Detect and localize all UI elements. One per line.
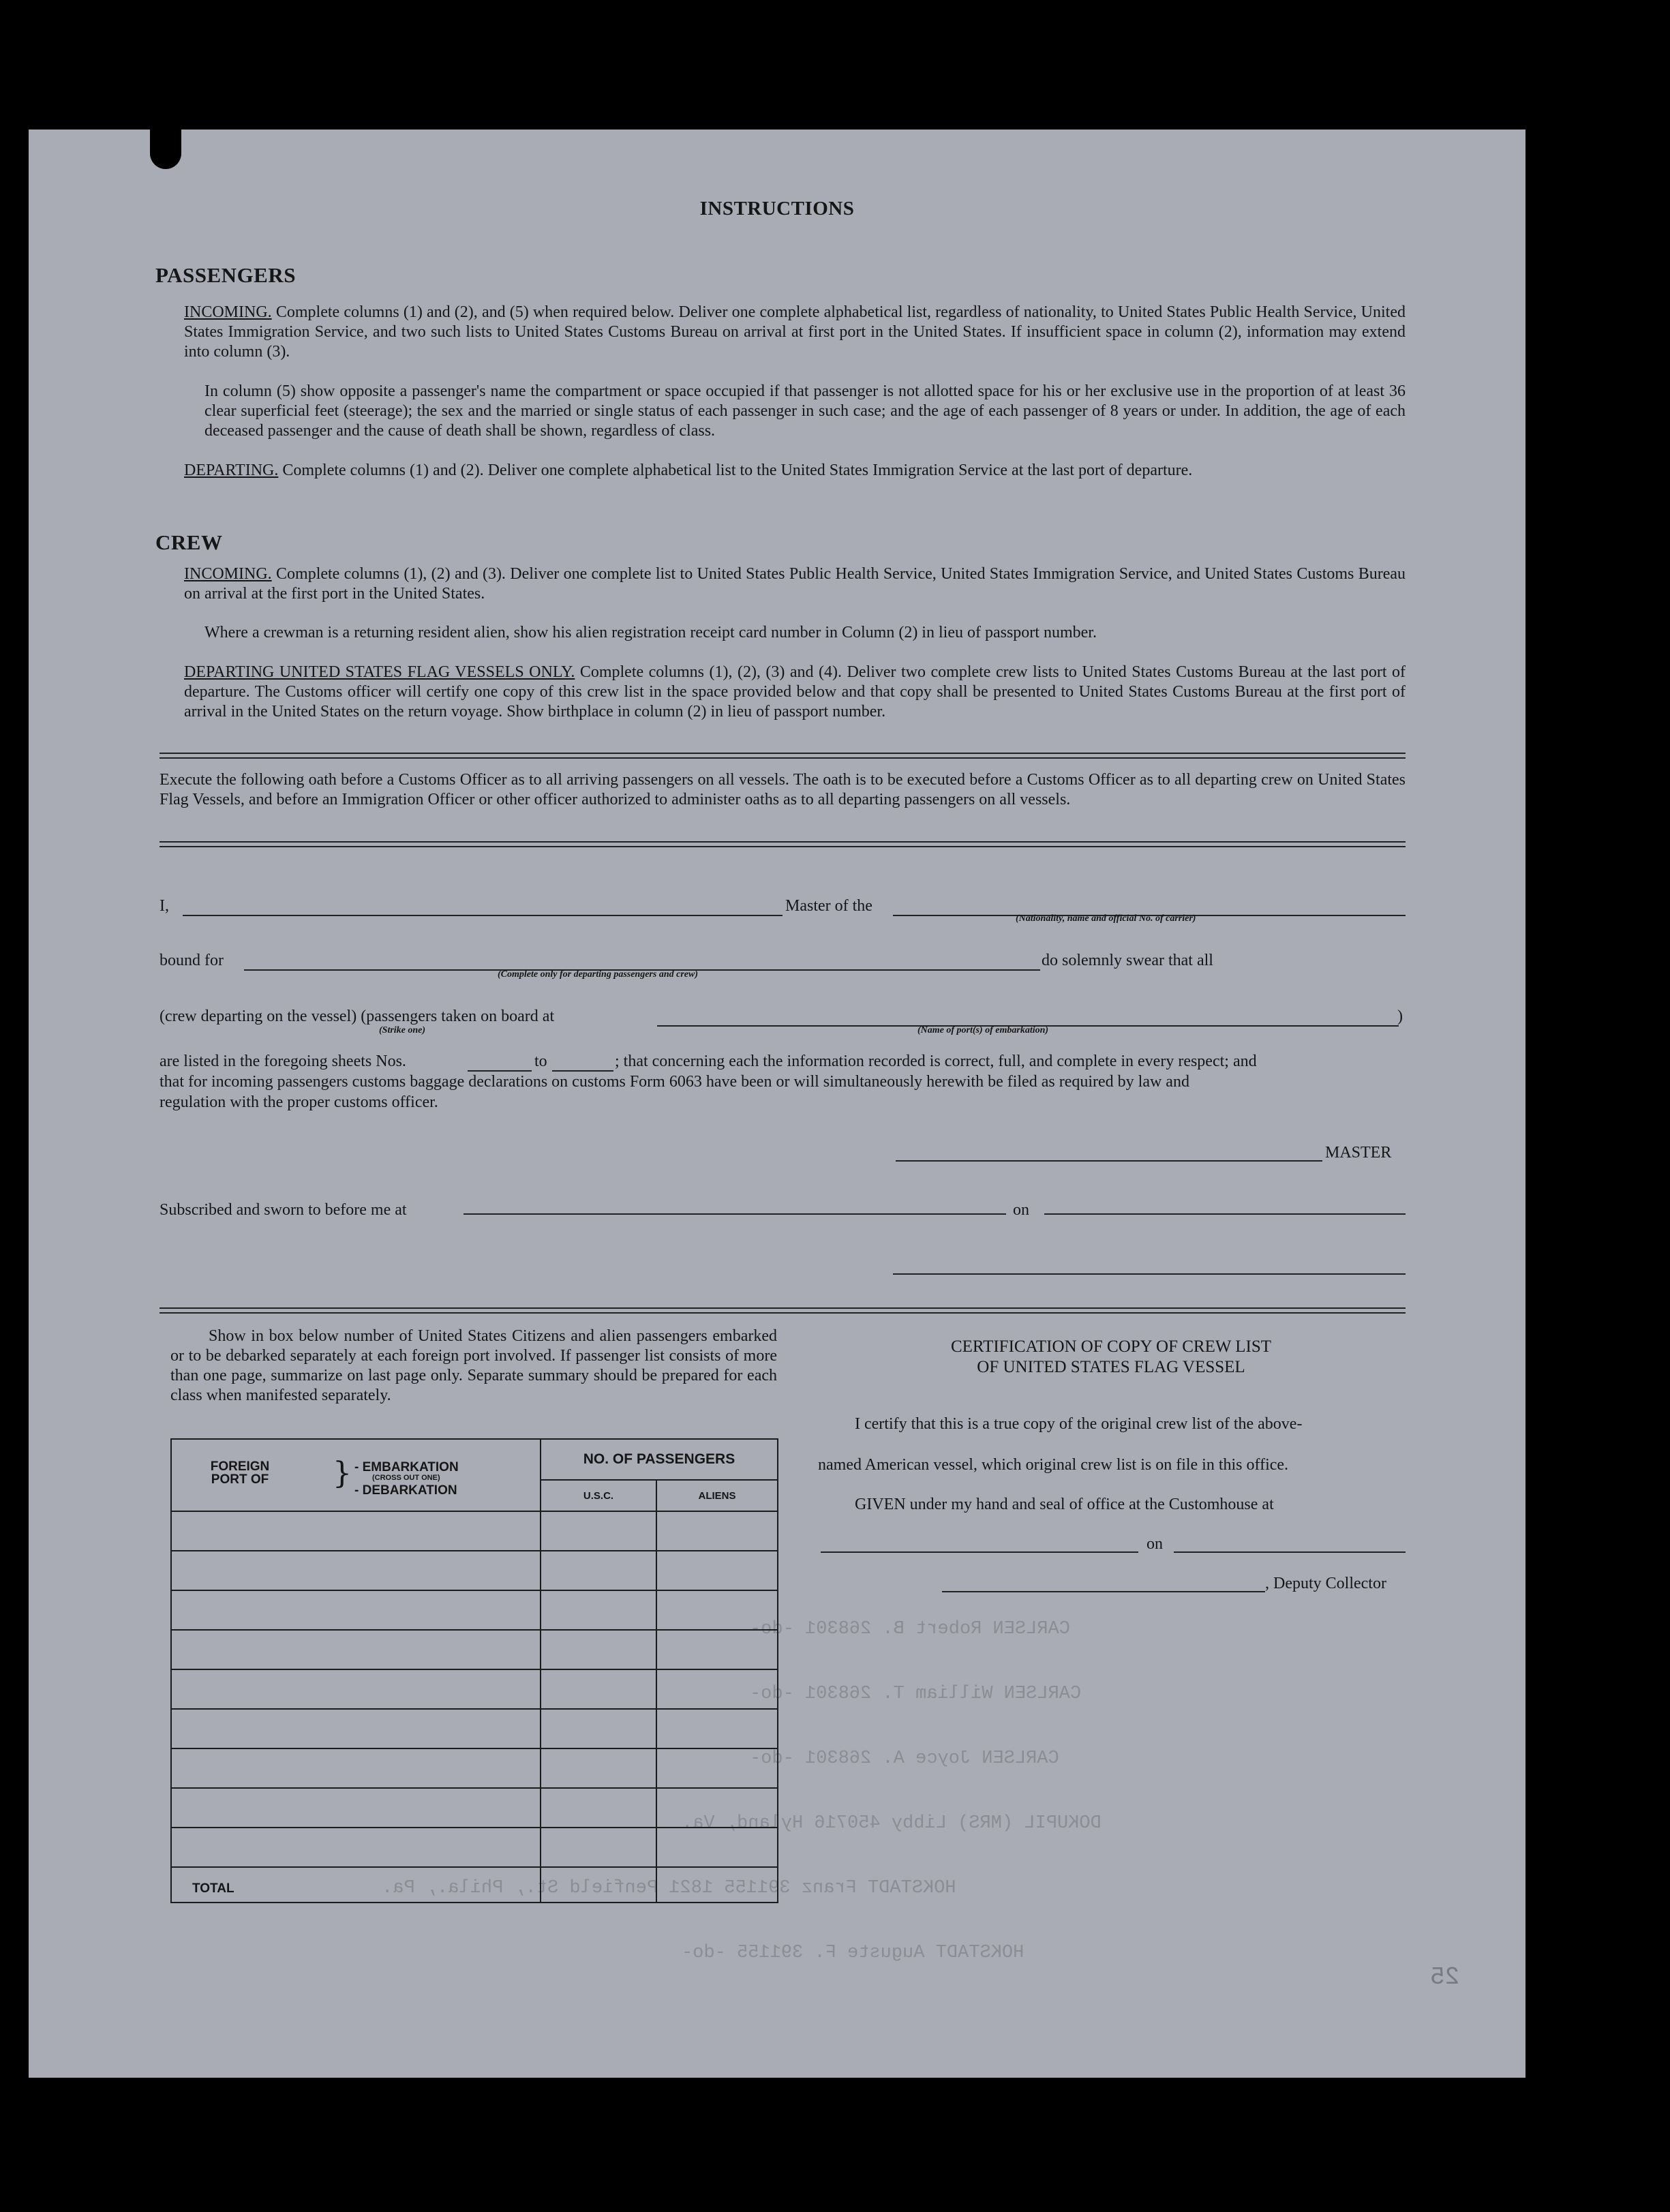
customhouse-field[interactable] xyxy=(821,1551,1138,1553)
bleed-through-line: HOKSTADT Auguste F. 391155 -do- xyxy=(682,1943,1024,1963)
page-title: INSTRUCTIONS xyxy=(699,198,855,219)
aliens-cell[interactable] xyxy=(656,1669,778,1709)
certification-heading-1: CERTIFICATION OF COPY OF CREW LIST xyxy=(950,1337,1272,1356)
usc-cell[interactable] xyxy=(541,1590,656,1630)
passengers-column5-instruction: In column (5) show opposite a passenger's name the compartment or space occupied if that passenger is not allotted space for his or her exclusive use in the proportion of at least 36 clear superficial feet (steerage); the sex and the married or single status of each passenger in such case; and the age of each passenger of 8 years or under. In addition, the age of each deceased passenger and the cause of death shall be shown, regardless of class. xyxy=(204,382,1406,440)
port-cell[interactable] xyxy=(171,1590,541,1630)
deputy-collector-signature-field[interactable] xyxy=(942,1591,1265,1592)
sheets-rest-text: ; that concerning each the information recorded is correct, full, and complete in every respect; and xyxy=(615,1052,1257,1070)
crew-incoming-instruction xyxy=(184,564,1406,604)
usc-cell[interactable] xyxy=(541,1630,656,1669)
usc-cell[interactable] xyxy=(541,1551,656,1590)
aliens-cell[interactable] xyxy=(656,1788,778,1828)
bound-for-label: bound for xyxy=(160,952,224,969)
bleed-through-line: DOKUPIL (MRS) Libby 450716 Hyland, Va. xyxy=(682,1813,1102,1834)
given-on-label: on xyxy=(1147,1535,1163,1553)
usc-cell[interactable] xyxy=(541,1748,656,1788)
crew-resident-instruction: Where a crewman is a returning resident alien, show his alien registration receipt card number in Column (2) in lieu of passport number. xyxy=(204,624,1097,641)
summary-instruction: Show in box below number of United States Citizens and alien passengers embarked or to be debarked separately at each foreign port involved. If passenger list consists of more than one page, summarize on last page only. Separate summary should be prepared for each class when manifested separately. xyxy=(170,1327,777,1404)
sheets-label: are listed in the foregoing sheets Nos. xyxy=(160,1052,406,1070)
crew-passengers-label: (crew departing on the vessel) (passengers taken on board at xyxy=(160,1007,555,1025)
usc-cell[interactable] xyxy=(541,1828,656,1867)
passengers-heading: PASSENGERS xyxy=(155,263,296,287)
usc-cell[interactable] xyxy=(541,1709,656,1748)
usc-cell[interactable] xyxy=(541,1669,656,1709)
sworn-on-label: on xyxy=(1013,1201,1029,1219)
aliens-cell[interactable] xyxy=(656,1590,778,1630)
ports-caption: (Name of port(s) of embarkation) xyxy=(917,1025,1049,1035)
usc-cell[interactable] xyxy=(541,1511,656,1551)
crew-incoming-text: Complete columns (1), (2) and (3). Deliver one complete list to United States Public Health Service, United States Immigration Service, and United States Customs Bureau on arrival at the first port in the United States. xyxy=(184,565,1406,603)
section-divider xyxy=(160,753,1406,759)
sheet-from-field[interactable] xyxy=(468,1070,532,1072)
total-label: TOTAL xyxy=(171,1867,541,1903)
usc-label: U.S.C. xyxy=(541,1480,656,1511)
punch-notch xyxy=(150,130,181,169)
no-passengers-label: NO. OF PASSENGERS xyxy=(541,1439,778,1480)
passengers-incoming-label: INCOMING. xyxy=(184,303,272,321)
subscribed-label: Subscribed and sworn to before me at xyxy=(160,1201,407,1219)
bound-for-caption: (Complete only for departing passengers and crew) xyxy=(498,969,698,980)
aliens-cell[interactable] xyxy=(656,1828,778,1867)
crew-incoming-label: INCOMING. xyxy=(184,565,272,583)
certify-line-1: I certify that this is a true copy of the original crew list of the above- xyxy=(855,1415,1303,1433)
sheet-to-field[interactable] xyxy=(552,1070,613,1072)
brace-icon: } xyxy=(333,1456,352,1491)
passengers-incoming-text: Complete columns (1) and (2), and (5) when required below. Deliver one complete alphabetical list, regardless of nationality, to United States Public Health Service, United States Immigration Service, and two such lists to United States Customs Bureau on arrival at first port in the United States. If insufficient space in column (2), information may extend into column (3). xyxy=(184,303,1406,361)
bleed-through-line: CARLSEN Joyce A. 268301 -do- xyxy=(750,1748,1059,1769)
aliens-total-cell[interactable] xyxy=(656,1867,778,1903)
crew-departing-instruction xyxy=(184,663,1406,722)
aliens-cell[interactable] xyxy=(656,1630,778,1669)
port-cell[interactable] xyxy=(171,1630,541,1669)
oath-divider xyxy=(160,841,1406,847)
foreign-port-label: FOREIGN PORT OF xyxy=(210,1459,270,1487)
usc-total-cell[interactable] xyxy=(541,1867,656,1903)
certification-heading-2: OF UNITED STATES FLAG VESSEL xyxy=(977,1358,1245,1376)
sworn-date-field[interactable] xyxy=(1044,1213,1406,1215)
certify-line-2: named American vessel, which original crew list is on file in this office. xyxy=(818,1456,1289,1474)
passengers-incoming-instruction xyxy=(184,303,1406,362)
passengers-departing-text: Complete columns (1) and (2). Deliver one complete alphabetical list to the United States Immigration Service at the last port of departure. xyxy=(282,461,1193,479)
port-cell[interactable] xyxy=(171,1511,541,1551)
port-cell[interactable] xyxy=(171,1748,541,1788)
bleed-through-line: CARLSEN William T. 268301 -do- xyxy=(750,1684,1082,1704)
master-label: MASTER xyxy=(1325,1144,1392,1162)
bleed-through-line: HOKSTADT Franz 391155 1821 Penfield St., Phila., Pa. xyxy=(382,1878,956,1898)
summary-divider xyxy=(160,1307,1406,1314)
oath-line-3: regulation with the proper customs officer. xyxy=(160,1093,438,1111)
master-signature-field[interactable] xyxy=(896,1160,1322,1162)
strike-one-caption: (Strike one) xyxy=(379,1025,426,1035)
page-number: 25 xyxy=(1430,1963,1460,1991)
master-of-label: Master of the xyxy=(785,897,872,915)
port-cell[interactable] xyxy=(171,1828,541,1867)
port-cell[interactable] xyxy=(171,1551,541,1590)
usc-cell[interactable] xyxy=(541,1788,656,1828)
deputy-collector-label: , Deputy Collector xyxy=(1265,1575,1386,1592)
oath-i-label: I, xyxy=(160,897,169,915)
sworn-place-field[interactable] xyxy=(464,1213,1006,1215)
carrier-caption: (Nationality, name and official No. of carrier) xyxy=(1016,913,1196,924)
close-paren: ) xyxy=(1397,1007,1403,1025)
aliens-cell[interactable] xyxy=(656,1551,778,1590)
debarkation-label: - DEBARKATION xyxy=(354,1483,457,1498)
port-cell[interactable] xyxy=(171,1788,541,1828)
port-cell[interactable] xyxy=(171,1669,541,1709)
passengers-departing-label: DEPARTING. xyxy=(184,461,279,479)
aliens-cell[interactable] xyxy=(656,1709,778,1748)
given-text: GIVEN under my hand and seal of office at the Customhouse at xyxy=(855,1496,1274,1513)
passengers-departing-instruction xyxy=(184,461,1406,481)
cross-out-label: (CROSS OUT ONE) xyxy=(372,1474,440,1482)
to-label: to xyxy=(534,1052,547,1070)
aliens-label: ALIENS xyxy=(656,1480,778,1511)
oath-line-2: that for incoming passengers customs baggage declarations on customs Form 6063 have been or will simultaneously herewith be filed as required by law and xyxy=(160,1073,1189,1091)
oath-instruction: Execute the following oath before a Customs Officer as to all arriving passengers on all vessels. The oath is to be executed before a Customs Officer as to all departing crew on United States Flag Vessels, and before an Immigration Officer or other officer authorized to administer oaths as to all departing passengers on all vessels. xyxy=(160,771,1406,808)
aliens-cell[interactable] xyxy=(656,1748,778,1788)
passenger-summary-table xyxy=(170,1438,778,1903)
crew-departing-text: Complete columns (1), (2), (3) and (4). Deliver two complete crew lists to United States Customs Bureau at the last port of departure. The Customs officer will certify one copy of this crew list in the space provided below and that copy shall be presented to United States Customs Bureau at the first port of arrival in the United States on the return voyage. Show birthplace in column (2) in lieu of passport number. xyxy=(184,663,1406,721)
crew-heading: CREW xyxy=(155,530,223,554)
swear-label: do solemnly swear that all xyxy=(1042,952,1213,969)
master-name-field[interactable] xyxy=(183,915,783,916)
port-cell[interactable] xyxy=(171,1709,541,1748)
embarkation-label: - EMBARKATION xyxy=(354,1460,459,1474)
port-header-cell xyxy=(171,1439,541,1511)
aliens-cell[interactable] xyxy=(656,1511,778,1551)
given-date-field[interactable] xyxy=(1174,1551,1406,1553)
crew-departing-label: DEPARTING UNITED STATES FLAG VESSELS ONLY. xyxy=(184,663,575,681)
officer-signature-field[interactable] xyxy=(893,1273,1406,1275)
bleed-through-line: CARLSEN Robert B. 268301 -do- xyxy=(750,1619,1070,1639)
